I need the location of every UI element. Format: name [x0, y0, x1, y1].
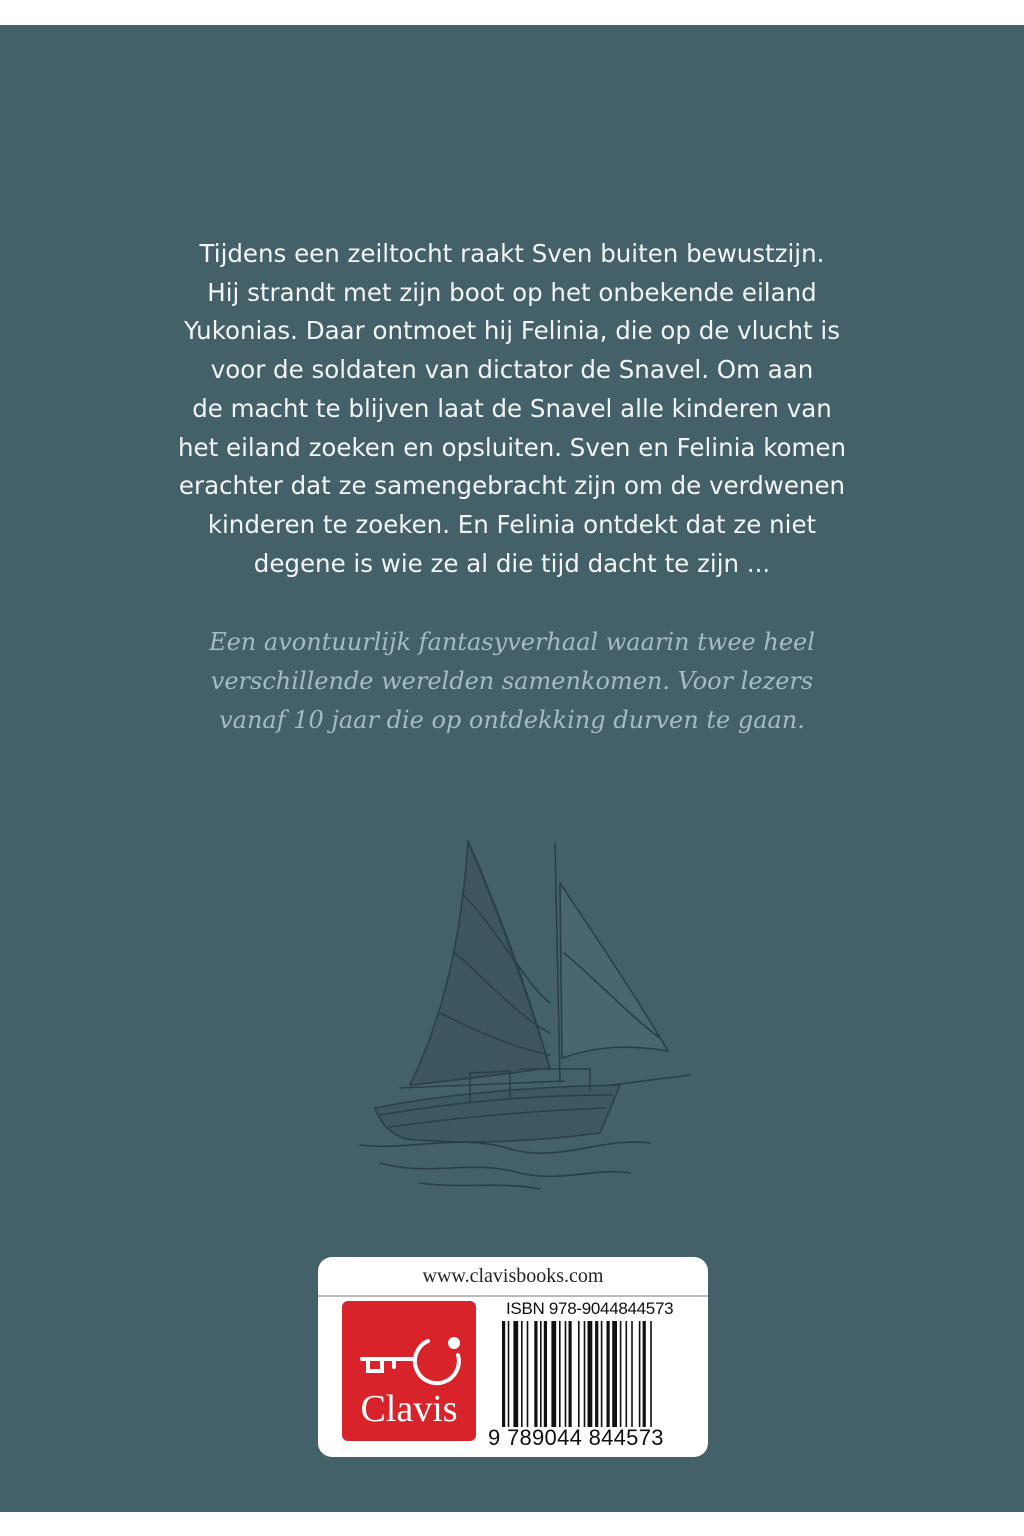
back-cover [0, 25, 1024, 1512]
divider [318, 1295, 708, 1297]
barcode-bar [551, 1321, 556, 1427]
barcode-bar [508, 1321, 510, 1427]
barcode-bar [521, 1321, 523, 1427]
barcode-bar [643, 1321, 646, 1427]
blurb-line: degene is wie ze al die tijd dacht te zijn ... [253, 548, 771, 578]
blurb-text [150, 235, 874, 583]
barcode-bar [595, 1321, 598, 1427]
barcode-bar [601, 1321, 603, 1427]
isbn-text: ISBN 978-9044844573 [506, 1299, 674, 1318]
blurb-line: Hij strandt met zijn boot op het onbekende eiland [207, 277, 817, 307]
barcode-bar [540, 1321, 542, 1427]
tagline-line: verschillende werelden samenkomen. Voor lezers [210, 667, 814, 695]
barcode-bar [502, 1321, 505, 1427]
blurb-line: Tijdens een zeiltocht raakt Sven buiten bewustzijn. [199, 239, 825, 268]
barcode-bar [569, 1321, 572, 1427]
barcode-bar [612, 1321, 617, 1427]
barcode-digits: 9 789044 844573 [488, 1425, 664, 1450]
barcode-bar [559, 1321, 561, 1427]
blurb-line: de macht te blijven laat de Snavel alle kinderen van [192, 393, 832, 423]
sailboat-icon [350, 833, 700, 1193]
barcode-bar [513, 1321, 518, 1427]
barcode-bar [544, 1321, 547, 1427]
barcode-bar [650, 1321, 652, 1427]
barcode-bar [565, 1321, 567, 1427]
tagline-text [150, 623, 874, 740]
barcode-bar [578, 1321, 580, 1427]
barcode-bar [631, 1321, 633, 1427]
blurb-line: kinderen te zoeken. En Felinia ontdekt dat ze niet [207, 509, 817, 539]
publisher-name: Clavis [360, 1388, 458, 1430]
barcode [500, 1321, 700, 1431]
barcode-bar [588, 1321, 593, 1427]
publisher-logo [342, 1301, 476, 1441]
barcode-bar [620, 1321, 622, 1427]
barcode-bar [607, 1321, 610, 1427]
barcode-bar [534, 1321, 537, 1427]
blurb-line: Yukonias. Daar ontmoet hij Felinia, die op de vlucht is [184, 316, 840, 346]
barcode-bar [639, 1321, 641, 1427]
barcode-bar [584, 1321, 586, 1427]
tagline-line: vanaf 10 jaar die op ontdekking durven te gaan. [219, 706, 805, 734]
blurb-line: erachter dat ze samengebracht zijn om de verdwenen [178, 471, 846, 501]
barcode-bar [527, 1321, 529, 1427]
tagline-line: Een avontuurlijk fantasyverhaal waarin twee heel [209, 628, 815, 656]
blurb-line: voor de soldaten van dictator de Snavel. Om aan [210, 355, 814, 385]
barcode-bar [626, 1321, 628, 1427]
barcode-label [318, 1257, 708, 1457]
publisher-url[interactable]: www.clavisbooks.com [422, 1265, 604, 1287]
blurb-line: het eiland zoeken en opsluiten. Sven en Felinia komen [178, 432, 846, 462]
